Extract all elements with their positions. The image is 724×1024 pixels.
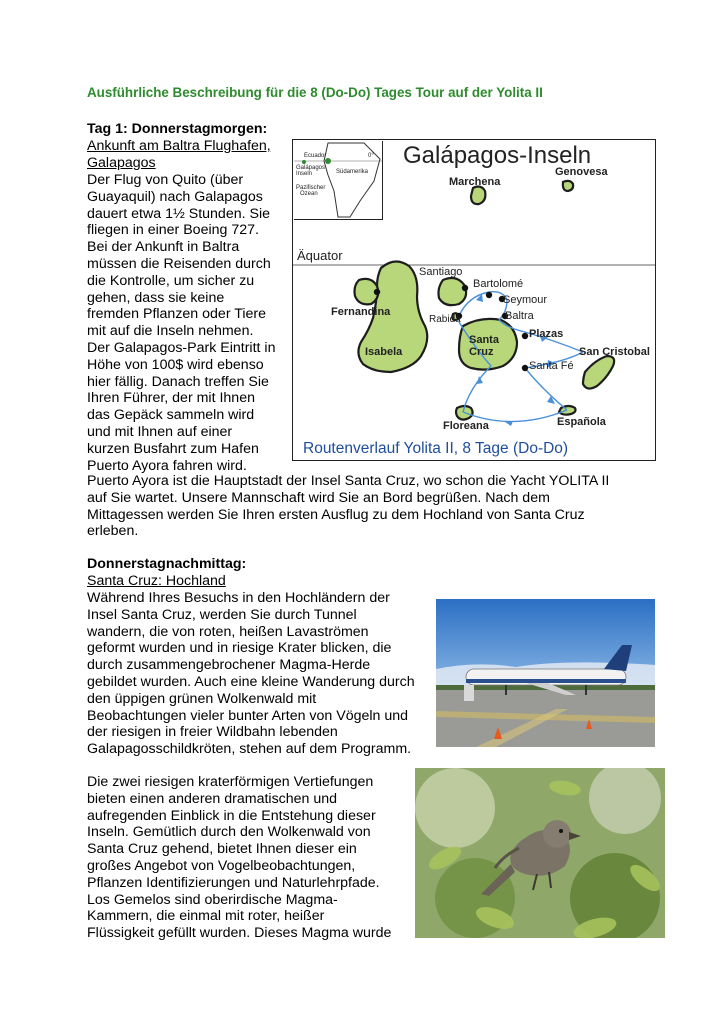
craters-line: Santa Cruz gehend, bietet Ihnen dieser ein [87,841,357,858]
airplane-photo-graphic [436,599,655,747]
inset-ecuador: Ecuador [304,153,327,159]
afternoon-subheading: Santa Cruz: Hochland [87,573,226,589]
label-bartolome: Bartolomé [473,278,524,290]
dot-santa-fe [522,365,528,371]
afternoon-line: Insel Santa Cruz, werden Sie durch Tunnel [87,606,357,623]
day1-narrow-line: Der Flug von Quito (über [87,172,244,188]
island-san-cristobal [583,356,614,389]
inset-south-america: Südamerika [336,169,369,175]
inset-galapagos-1: Galápagos [296,165,326,171]
afternoon-line: den üppigen grünen Wolkenwald mit [87,690,317,707]
inset-equator: 0° [368,153,374,159]
galapagos-marker [302,160,306,164]
island-santiago [439,278,467,305]
dot-plazas [522,333,528,339]
craters-line: aufregenden Einblick in die Entstehung dieser [87,807,376,824]
dot-bartolome [486,292,492,298]
craters-paragraph [87,774,391,942]
day1-narrow-line: die Kontrolle, um sicher zu [87,272,255,289]
day1-subheading-line-2: Galapagos [87,155,156,171]
day1-narrow-line: hier fällig. Danach treffen Sie [87,373,269,390]
label-espanola: Española [557,416,606,428]
map-caption: Routenverlauf Yolita II, 8 Tage (Do-Do) [303,440,569,457]
day1-narrow-line: gehen, dass sie keine [87,289,225,306]
craters-line: Pflanzen Identifizierungen und Naturlehrpfade. [87,874,380,891]
day1-narrow-line: Der Galapagos-Park Eintritt in [87,339,276,356]
craters-line: Flüssigkeit gefüllt wurden. Dieses Magma wurde [87,925,392,942]
day1-wide-paragraph [87,473,609,540]
island-marchena [471,187,485,205]
day1-narrow-line: Puerto Ayora fahren wird. [87,457,247,474]
craters-line: Die zwei riesigen kraterförmigen Vertiefungen [87,774,374,790]
label-san-cristobal: San Cristobal [579,346,650,358]
craters-line: großes Angebot von Vogelbeobachtungen, [87,857,356,874]
day1-wide-line: erleben. [87,523,139,540]
afternoon-line: der riesigen in freier Wildbahn lebenden [87,724,338,741]
inset-ocean-2: Ozean [300,191,318,197]
day1-narrow-line: mit auf die Inseln nehmen. [87,323,254,340]
afternoon-line: wandern, die von roten, heißen Lavaströmen [87,623,369,640]
day1-narrow-line: Guayaquil) nach Galapagos [87,188,263,205]
day1-subheading-line-1: Ankunft am Baltra Flughafen, [87,138,271,154]
afternoon-line: gebildet wurden. Auch eine kleine Wanderung durch [87,673,415,690]
day1-narrow-line: müssen die Reisenden durch [87,255,271,272]
label-floreana: Floreana [443,420,489,432]
document-title: Ausführliche Beschreibung für die 8 (Do-Do) Tages Tour auf der Yolita II [87,85,543,100]
finch-photo [415,768,665,938]
map-title: Galápagos-Inseln [403,142,592,169]
day1-narrow-line: kurzen Busfahrt zum Hafen [87,440,259,457]
day1-narrow-line: Höhe von 100$ wird ebenso [87,356,264,373]
label-rabida: Rabida [429,314,461,325]
island-espanola [559,406,576,415]
day1-narrow-line: fliegen in einer Boeing 727. [87,222,259,239]
label-isabela: Isabela [365,346,403,358]
inset-ocean-1: Pazifischer [296,185,326,191]
day1-wide-line: Puerto Ayora ist die Hauptstadt der Insel Santa Cruz, wo schon die Yacht YOLITA II [87,473,610,489]
label-plazas: Plazas [529,328,564,340]
craters-line: Inseln. Gemütlich durch den Wolkenwald von [87,824,371,841]
label-santa-cruz-1: Santa [469,334,499,346]
day1-narrow-line: fremden Pflanzen oder Tiere [87,306,267,323]
day1-narrow-line: und mit Ihnen auf einer [87,423,233,440]
afternoon-line: Während Ihres Besuchs in den Hochländern der [87,590,390,606]
afternoon-line: durch zusammengebrochener Magma-Herde [87,657,371,674]
afternoon-paragraph [87,590,415,758]
equator-label: Äquator [297,248,343,263]
afternoon-line: geformt wurden und in riesige Krater blicken, die [87,640,392,657]
island-genovesa [563,181,573,191]
dot-santiago [462,285,468,291]
day1-narrow-line: das Gepäck sammeln wird [87,407,255,424]
day1-narrow-line: dauert etwa 1½ Stunden. Sie [87,205,270,222]
airplane-photo [436,599,655,747]
galapagos-route-map [292,139,656,461]
day1-narrow-line: Ihren Führer, der mit Ihnen [87,390,255,407]
label-santa-cruz-2: Cruz [469,346,494,358]
finch-photo-graphic [415,768,665,938]
day1-wide-line: Mittagessen werden Sie Ihren ersten Ausflug zu dem Hochland von Santa Cruz [87,506,585,523]
day1-narrow-line: Bei der Ankunft in Baltra [87,239,240,256]
label-marchena: Marchena [449,176,501,188]
dot-fernandina [374,289,380,295]
day1-narrow-paragraph [87,172,275,474]
inset-galapagos-2: Inseln [296,171,313,177]
afternoon-line: Galapagosschildkröten, stehen auf dem Programm. [87,741,412,758]
craters-line: Los Gemelos sind oberirdische Magma- [87,891,338,908]
map-inset [294,141,383,220]
day1-wide-line: auf Sie wartet. Unsere Mannschaft wird Sie an Bord begrüßen. Nach dem [87,489,550,506]
afternoon-line: Beobachtungen vieler bunter Arten von Vögeln und [87,707,409,724]
label-santa-fe: Santa Fé [529,360,574,372]
label-fernandina: Fernandina [331,306,391,318]
label-seymour: Seymour [503,294,548,306]
craters-line: bieten einen anderen dramatischen und [87,790,338,807]
day1-heading: Tag 1: Donnerstagmorgen: [87,121,268,137]
afternoon-heading: Donnerstagnachmittag: [87,556,247,572]
label-baltra: Baltra [505,310,534,322]
label-santiago: Santiago [419,266,463,278]
craters-line: Kammern, die einmal mit roter, heißer [87,908,325,925]
label-genovesa: Genovesa [555,166,608,178]
